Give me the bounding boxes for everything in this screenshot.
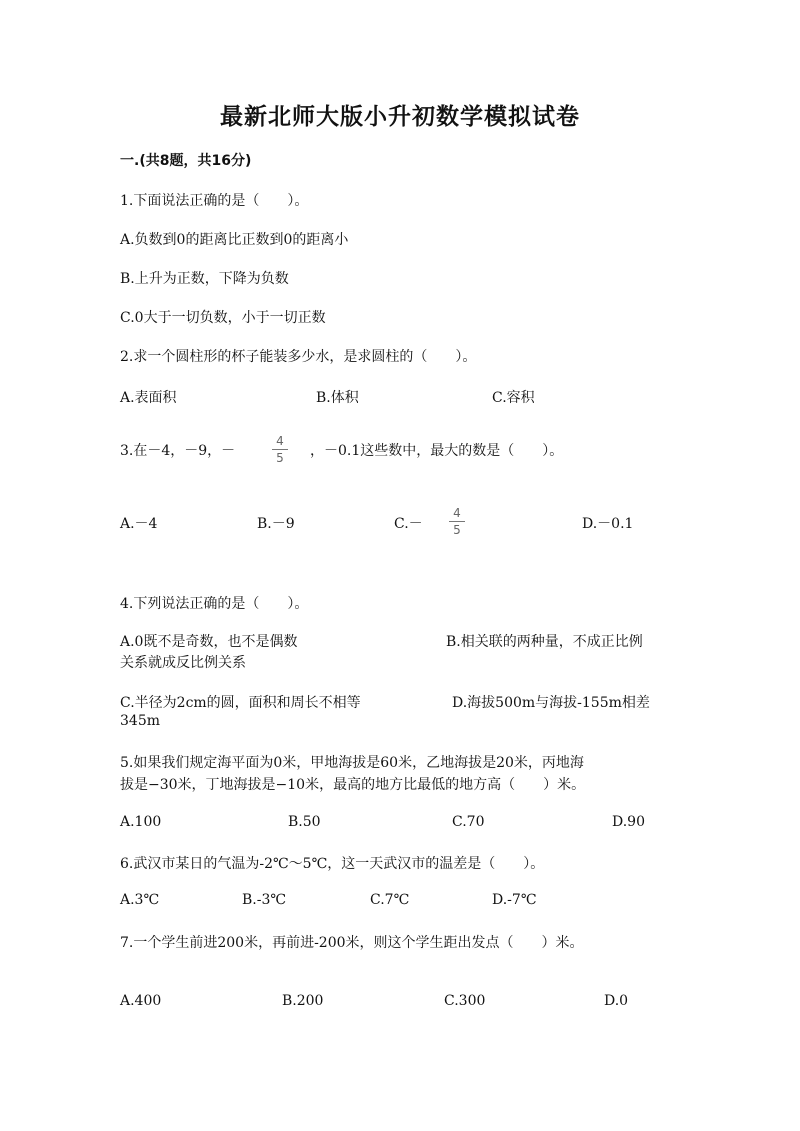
fraction-four-fifths-option: 4 5 [449,506,465,537]
question-3-option-a: A.－4 [120,516,158,532]
question-5-stem: 5.如果我们规定海平面为0米，甲地海拔是60米，乙地海拔是20米，丙地海 [120,755,584,771]
question-5-stem-cont: 拔是−30米，丁地海拔是−10米，最高的地方比最低的地方高（ ）米。 [120,777,586,793]
question-7-stem: 7.一个学生前进200米，再前进-200米，则这个学生距出发点（ ）米。 [120,935,584,951]
question-7-option-b: B.200 [282,993,324,1009]
question-2-option-b: B.体积 [316,390,359,406]
question-5-option-d: D.90 [612,814,645,830]
question-7-option-d: D.0 [604,993,629,1009]
question-4-option-c: C.半径为2cm的圆，面积和周长不相等 [120,695,361,711]
question-1-stem: 1.下面说法正确的是（ ）。 [120,193,309,209]
question-3-option-b: B.－9 [257,516,295,532]
question-3-stem-start: 3.在－4，－9，－ [120,443,236,459]
question-5-option-c: C.70 [452,814,485,830]
question-3-option-d: D.－0.1 [582,516,634,532]
question-5-option-a: A.100 [120,814,162,830]
question-6-option-c: C.7℃ [370,892,410,908]
question-7-option-c: C.300 [444,993,486,1009]
question-6-option-d: D.-7℃ [492,892,537,908]
question-4-option-d: D.海拔500m与海拔-155m相差 [452,695,650,711]
question-2-option-a: A.表面积 [120,390,177,406]
question-4-stem: 4.下列说法正确的是（ ）。 [120,596,309,612]
question-2-option-c: C.容积 [492,390,535,406]
question-1-option-c: C.0大于一切负数，小于一切正数 [120,310,326,326]
question-6-option-b: B.-3℃ [242,892,287,908]
question-7-option-a: A.400 [120,993,162,1009]
question-6-stem: 6.武汉市某日的气温为-2℃～5℃，这一天武汉市的温差是（ ）。 [120,856,545,872]
question-4-option-a: A.0既不是奇数，也不是偶数 [120,634,298,650]
question-2-stem: 2.求一个圆柱形的杯子能装多少水，是求圆柱的（ ）。 [120,349,477,365]
question-4-option-b-cont: 关系就成反比例关系 [120,655,246,671]
fraction-four-fifths: 4 5 [272,434,288,465]
question-4-option-b: B.相关联的两种量，不成正比例 [446,634,643,650]
question-3-stem-end: ，－0.1这些数中，最大的数是（ ）。 [310,443,564,459]
question-6-option-a: A.3℃ [120,892,160,908]
question-1-option-b: B.上升为正数，下降为负数 [120,271,289,287]
question-1-option-a: A.负数到0的距离比正数到0的距离小 [120,232,349,248]
question-5-option-b: B.50 [288,814,321,830]
section-heading: 一.(共8题，共16分) [120,153,252,169]
page-title: 最新北师大版小升初数学模拟试卷 [220,104,580,130]
question-4-option-d-cont: 345m [120,713,160,729]
question-3-option-c: C.－ [394,516,423,532]
